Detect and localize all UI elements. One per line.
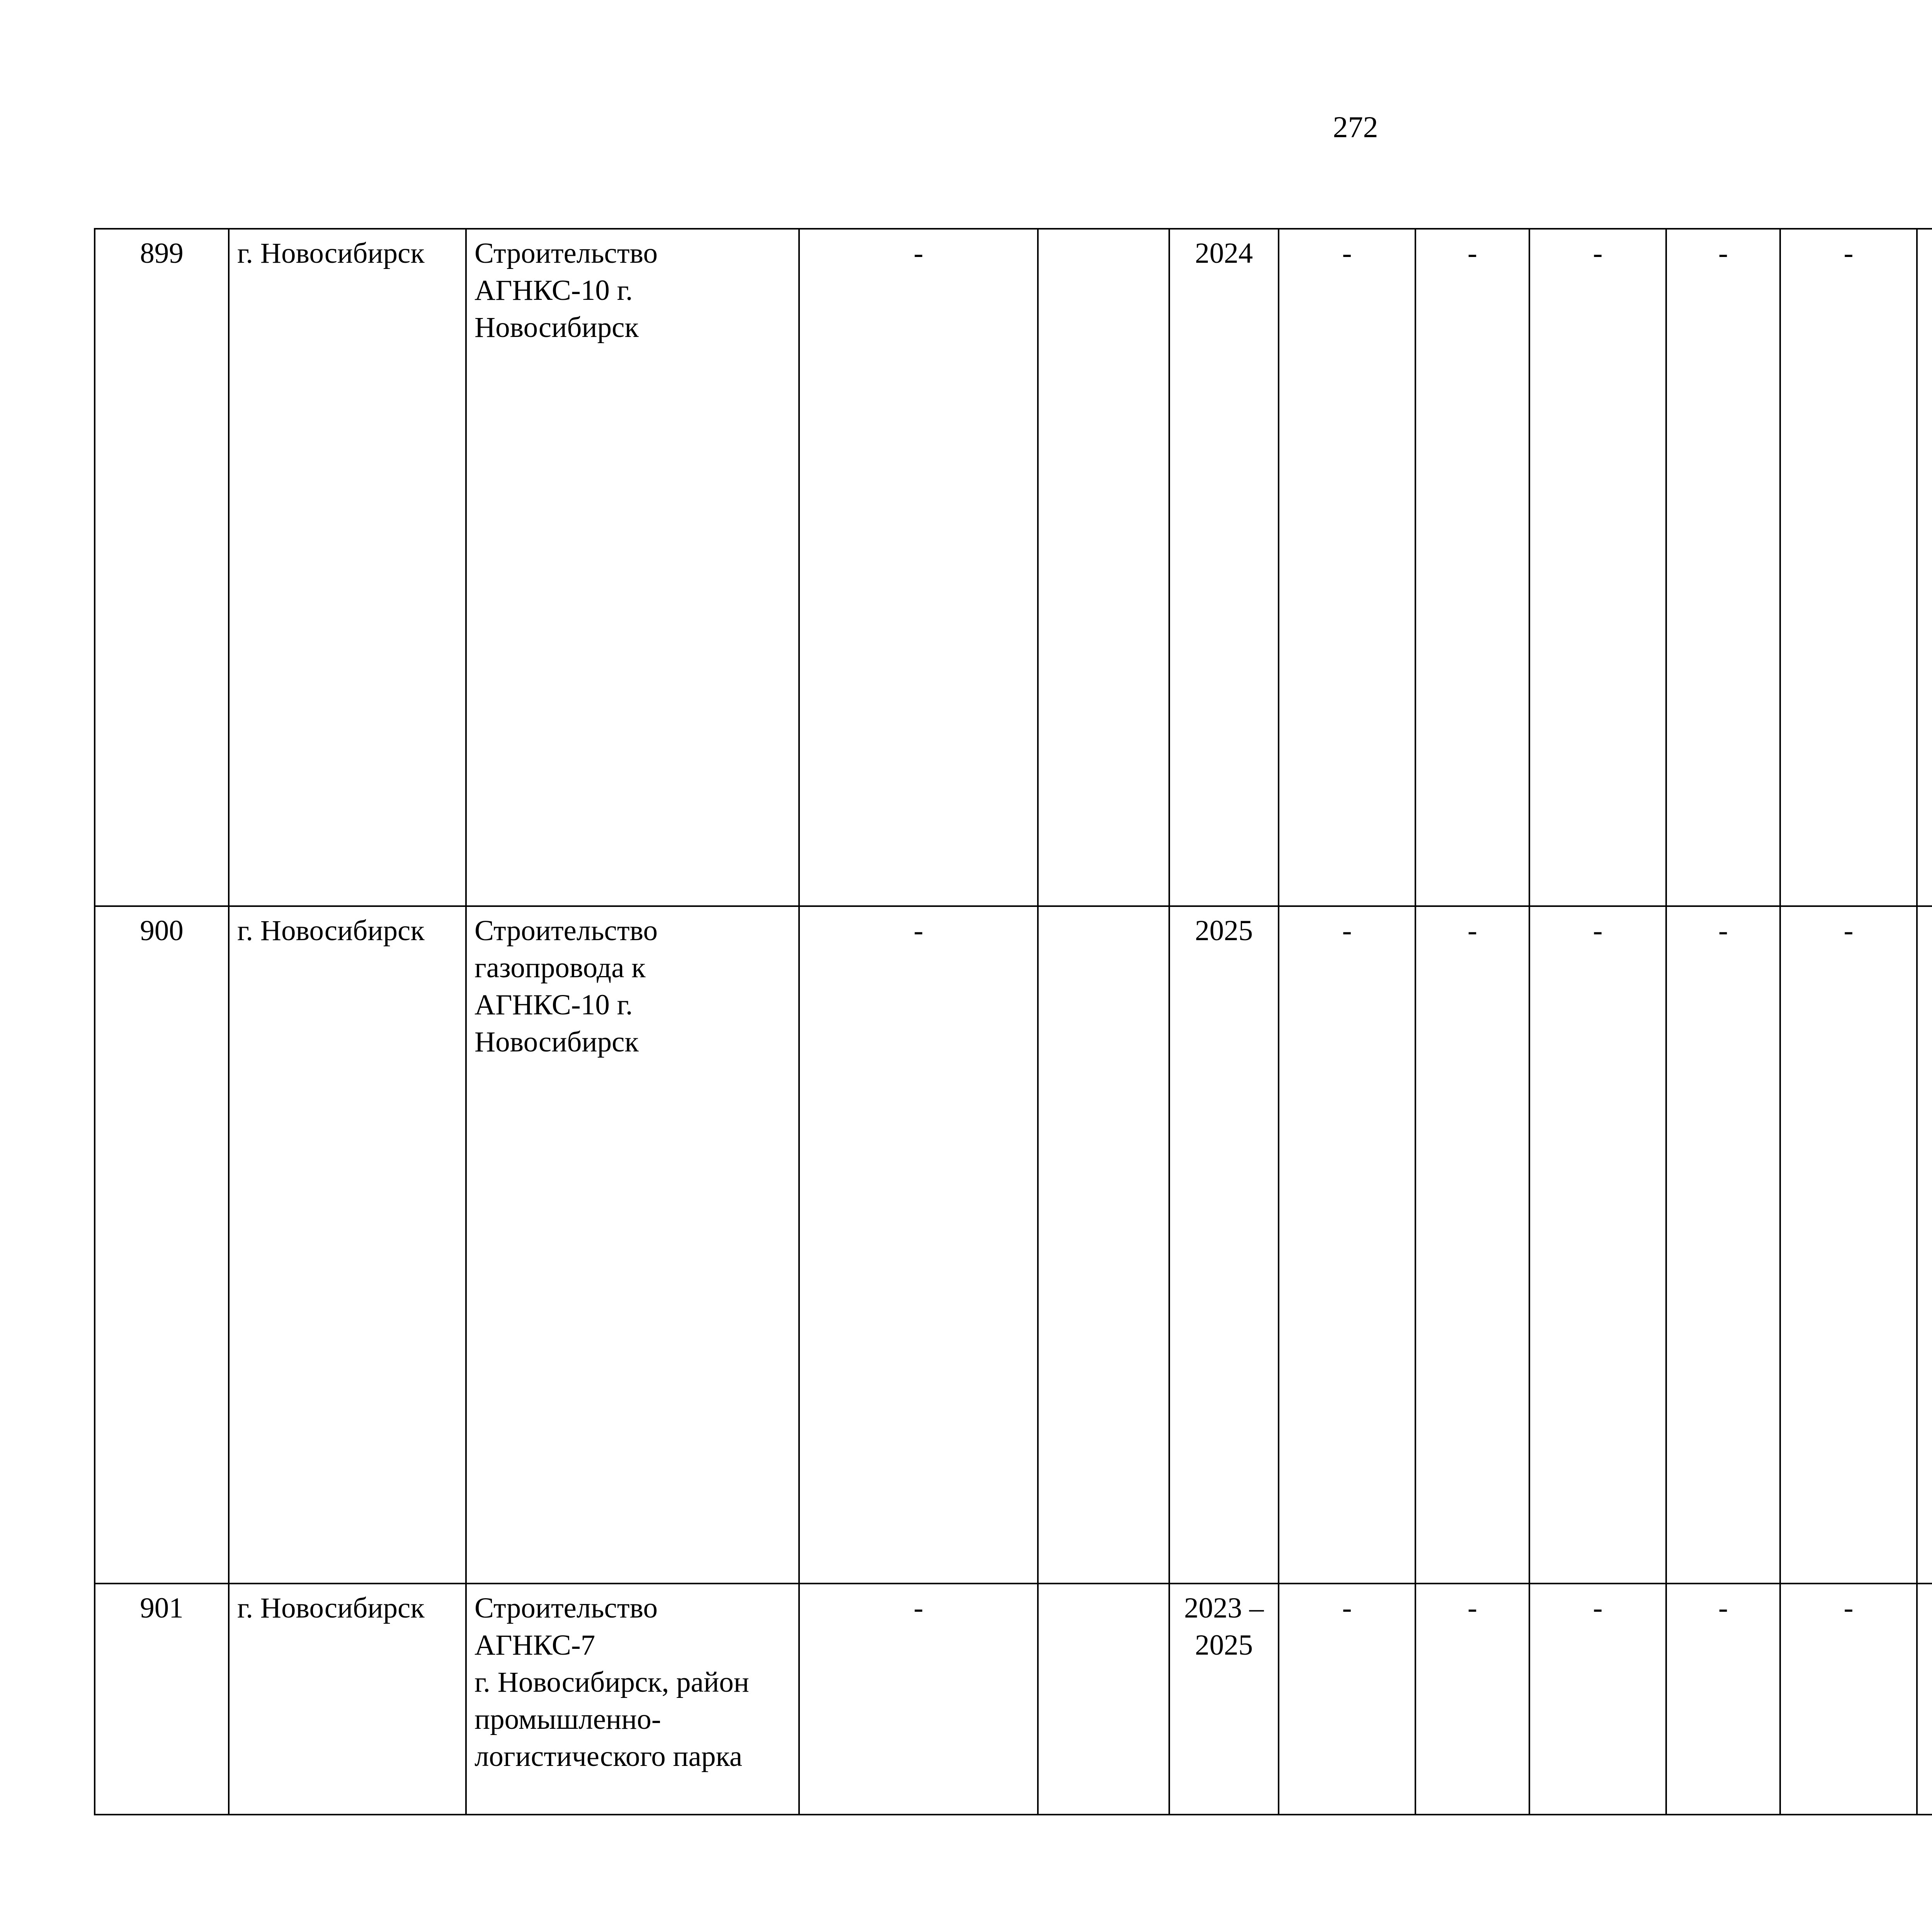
value-cell: - [1780, 1584, 1917, 1815]
value-cell: - [1415, 229, 1529, 906]
empty-cell [1038, 229, 1169, 906]
object-cell: Строительство АГНКС-7 г. Новосибирск, район промышленно- логистического парка [466, 1584, 799, 1815]
value-cell: - [1529, 906, 1666, 1584]
value-cell: - [1666, 1584, 1780, 1815]
table-row [95, 906, 1932, 1584]
city-cell: г. Новосибирск [229, 906, 466, 1584]
city-cell: г. Новосибирск [229, 1584, 466, 1815]
year-cell: 2024 [1169, 229, 1279, 906]
table-row [95, 229, 1932, 906]
page-number: 272 [1333, 110, 1378, 144]
organization-cell [1917, 906, 1932, 1584]
value-cell: - [1279, 229, 1415, 906]
city-cell: г. Новосибирск [229, 229, 466, 906]
organization-cell [1917, 229, 1932, 906]
value-cell: - [1529, 1584, 1666, 1815]
value-cell: - [799, 229, 1038, 906]
object-cell: Строительство АГНКС-10 г. Новосибирск [466, 229, 799, 906]
table-row [95, 1584, 1932, 1815]
value-cell: - [1666, 906, 1780, 1584]
value-cell: - [1415, 906, 1529, 1584]
value-cell: - [1529, 229, 1666, 906]
row-number: 901 [95, 1584, 229, 1815]
value-cell: - [1780, 906, 1917, 1584]
organization-cell [1917, 1584, 1932, 1815]
value-cell: - [1666, 229, 1780, 906]
value-cell: - [1279, 906, 1415, 1584]
row-number: 899 [95, 229, 229, 906]
year-cell: 2025 [1169, 906, 1279, 1584]
value-cell: - [799, 1584, 1038, 1815]
empty-cell [1038, 1584, 1169, 1815]
year-cell: 2023 – 2025 [1169, 1584, 1279, 1815]
value-cell: - [799, 906, 1038, 1584]
object-cell: Строительство газопровода к АГНКС-10 г. Новосибирск [466, 906, 799, 1584]
empty-cell [1038, 906, 1169, 1584]
value-cell: - [1780, 229, 1917, 906]
value-cell: - [1279, 1584, 1415, 1815]
row-number: 900 [95, 906, 229, 1584]
data-table [94, 228, 1932, 1815]
value-cell: - [1415, 1584, 1529, 1815]
